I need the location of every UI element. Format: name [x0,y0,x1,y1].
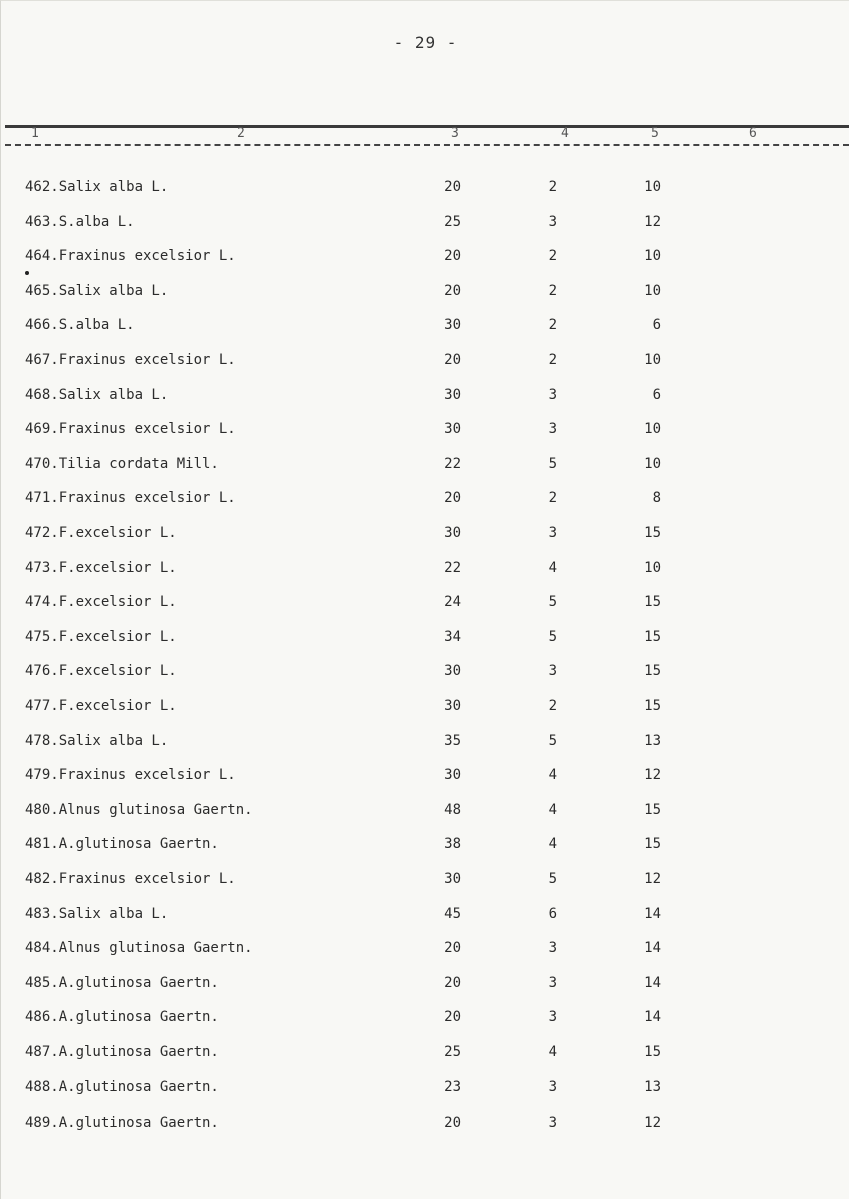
value-col-3: 30 [444,421,461,437]
value-col-3: 20 [444,1009,461,1025]
table-row [1,1005,849,1029]
value-col-4: 5 [548,456,557,472]
value-col-4: 4 [548,767,557,783]
value-col-5: 15 [644,629,661,645]
species-name: 484.Alnus glutinosa Gaertn. [25,940,253,956]
species-name: 462.Salix alba L. [25,179,169,195]
value-col-4: 6 [548,906,557,922]
value-col-3: 20 [444,179,461,195]
value-col-5: 12 [644,1115,661,1131]
table-row [1,729,849,753]
value-col-5: 15 [644,594,661,610]
species-name: 464.Fraxinus excelsior L. [25,248,236,264]
value-col-4: 4 [548,836,557,852]
value-col-5: 10 [644,248,661,264]
value-col-4: 3 [548,1115,557,1131]
value-col-4: 5 [548,629,557,645]
value-col-3: 30 [444,698,461,714]
value-col-4: 2 [548,248,557,264]
table-row [1,210,849,234]
species-name: 471.Fraxinus excelsior L. [25,490,236,506]
value-col-5: 8 [652,490,661,506]
value-col-3: 34 [444,629,461,645]
table-row [1,936,849,960]
value-col-5: 15 [644,836,661,852]
page-number: - 29 - [393,33,458,52]
table-row [1,971,849,995]
value-col-3: 20 [444,975,461,991]
value-col-5: 6 [652,317,661,333]
value-col-5: 12 [644,767,661,783]
value-col-4: 2 [548,698,557,714]
value-col-4: 3 [548,525,557,541]
value-col-5: 13 [644,733,661,749]
column-header-3: 3 [451,126,459,141]
table-header-bottom-rule [5,144,849,146]
value-col-4: 2 [548,490,557,506]
value-col-5: 15 [644,1044,661,1060]
value-col-4: 3 [548,975,557,991]
value-col-5: 15 [644,802,661,818]
value-col-3: 23 [444,1079,461,1095]
species-name: 489.A.glutinosa Gaertn. [25,1115,219,1131]
table-row [1,417,849,441]
table-row [1,279,849,303]
column-header-1: 1 [31,126,39,141]
value-col-4: 4 [548,802,557,818]
value-col-5: 15 [644,525,661,541]
table-row [1,1040,849,1064]
value-col-4: 4 [548,1044,557,1060]
table-row [1,1075,849,1099]
value-col-5: 14 [644,940,661,956]
table-row [1,383,849,407]
species-name: 488.A.glutinosa Gaertn. [25,1079,219,1095]
value-col-3: 22 [444,456,461,472]
column-header-5: 5 [651,126,659,141]
value-col-3: 20 [444,352,461,368]
column-header-2: 2 [237,126,245,141]
value-col-4: 3 [548,940,557,956]
value-col-3: 35 [444,733,461,749]
table-row [1,1111,849,1135]
species-name: 481.A.glutinosa Gaertn. [25,836,219,852]
value-col-4: 3 [548,214,557,230]
value-col-3: 30 [444,317,461,333]
value-col-3: 30 [444,663,461,679]
value-col-5: 13 [644,1079,661,1095]
value-col-5: 10 [644,283,661,299]
table-row [1,486,849,510]
value-col-3: 38 [444,836,461,852]
value-col-5: 6 [652,387,661,403]
value-col-3: 25 [444,1044,461,1060]
column-header-6: 6 [749,126,757,141]
ink-dot [25,271,29,275]
value-col-5: 14 [644,1009,661,1025]
species-name: 482.Fraxinus excelsior L. [25,871,236,887]
value-col-5: 10 [644,560,661,576]
value-col-4: 3 [548,1079,557,1095]
value-col-4: 5 [548,733,557,749]
value-col-3: 48 [444,802,461,818]
species-name: 480.Alnus glutinosa Gaertn. [25,802,253,818]
value-col-4: 2 [548,179,557,195]
species-name: 483.Salix alba L. [25,906,169,922]
value-col-3: 24 [444,594,461,610]
table-row [1,659,849,683]
species-name: 475.F.excelsior L. [25,629,177,645]
value-col-3: 30 [444,387,461,403]
table-row [1,556,849,580]
value-col-3: 20 [444,490,461,506]
table-row [1,244,849,268]
table-row [1,590,849,614]
species-name: 473.F.excelsior L. [25,560,177,576]
species-name: 487.A.glutinosa Gaertn. [25,1044,219,1060]
table-header-top-rule [5,125,849,128]
value-col-4: 3 [548,1009,557,1025]
table-row [1,694,849,718]
species-name: 463.S.alba L. [25,214,135,230]
species-name: 465.Salix alba L. [25,283,169,299]
value-col-3: 20 [444,940,461,956]
value-col-5: 10 [644,179,661,195]
species-name: 479.Fraxinus excelsior L. [25,767,236,783]
table-row [1,902,849,926]
value-col-3: 20 [444,1115,461,1131]
value-col-4: 5 [548,594,557,610]
species-name: 468.Salix alba L. [25,387,169,403]
value-col-4: 2 [548,283,557,299]
value-col-4: 3 [548,421,557,437]
species-name: 476.F.excelsior L. [25,663,177,679]
species-name: 472.F.excelsior L. [25,525,177,541]
value-col-5: 15 [644,698,661,714]
table-row [1,175,849,199]
column-header-4: 4 [561,126,569,141]
value-col-3: 30 [444,525,461,541]
value-col-3: 30 [444,871,461,887]
species-name: 477.F.excelsior L. [25,698,177,714]
table-row [1,763,849,787]
table-row [1,625,849,649]
value-col-3: 30 [444,767,461,783]
value-col-5: 10 [644,421,661,437]
species-name: 478.Salix alba L. [25,733,169,749]
species-name: 486.A.glutinosa Gaertn. [25,1009,219,1025]
value-col-5: 14 [644,975,661,991]
value-col-5: 15 [644,663,661,679]
value-col-5: 10 [644,456,661,472]
value-col-4: 4 [548,560,557,576]
species-name: 466.S.alba L. [25,317,135,333]
table-row [1,832,849,856]
value-col-4: 3 [548,387,557,403]
table-row [1,798,849,822]
value-col-3: 45 [444,906,461,922]
species-name: 485.A.glutinosa Gaertn. [25,975,219,991]
value-col-4: 2 [548,317,557,333]
species-name: 470.Tilia cordata Mill. [25,456,219,472]
table-row [1,348,849,372]
table-row [1,452,849,476]
table-row [1,521,849,545]
value-col-3: 22 [444,560,461,576]
value-col-3: 25 [444,214,461,230]
species-name: 467.Fraxinus excelsior L. [25,352,236,368]
table-row [1,867,849,891]
species-name: 469.Fraxinus excelsior L. [25,421,236,437]
table-row [1,313,849,337]
value-col-5: 14 [644,906,661,922]
value-col-5: 10 [644,352,661,368]
value-col-4: 2 [548,352,557,368]
value-col-5: 12 [644,214,661,230]
value-col-4: 5 [548,871,557,887]
species-name: 474.F.excelsior L. [25,594,177,610]
value-col-5: 12 [644,871,661,887]
value-col-3: 20 [444,248,461,264]
value-col-3: 20 [444,283,461,299]
value-col-4: 3 [548,663,557,679]
